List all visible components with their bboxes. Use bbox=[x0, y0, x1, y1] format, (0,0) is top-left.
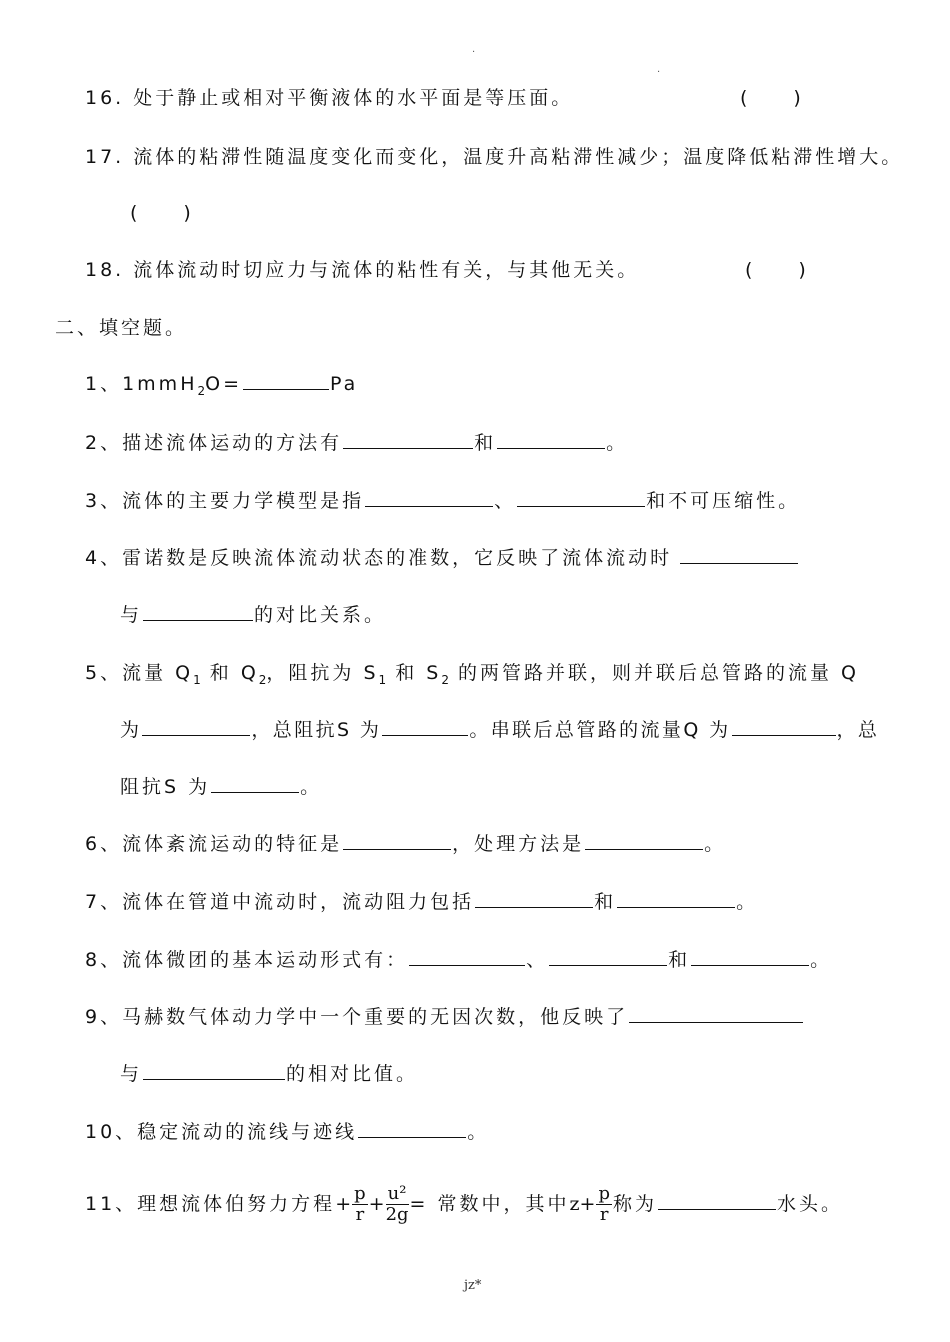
fraction-denominator: r bbox=[355, 1204, 365, 1225]
fill-11-eq: = 常数中，其中 bbox=[409, 1193, 570, 1215]
fill-5-text-c: ，阻抗为 S bbox=[266, 662, 379, 684]
fraction-denominator: r bbox=[599, 1204, 609, 1225]
fill-8-end: 。 bbox=[810, 949, 833, 971]
fill-3-mid: 、 bbox=[494, 490, 517, 512]
fill-5-text-k: 。 bbox=[300, 776, 323, 798]
fill-7-end: 。 bbox=[736, 891, 759, 913]
question-17 bbox=[85, 144, 903, 170]
fill-5-text-f: 为 bbox=[120, 719, 142, 741]
fill-10-end: 。 bbox=[467, 1121, 490, 1143]
fill-5-text-i: ，总 bbox=[836, 719, 880, 741]
fill-question-5-cont bbox=[120, 717, 879, 743]
subscript: 2 bbox=[441, 672, 449, 687]
page-footer: jz* bbox=[464, 1278, 482, 1293]
fraction-denominator: 2g bbox=[385, 1204, 409, 1225]
fill-5-text-g: ，总阻抗S 为 bbox=[251, 719, 382, 741]
fill-6-end: 。 bbox=[704, 833, 727, 855]
subscript: 1 bbox=[378, 672, 387, 687]
fill-7-mid: 和 bbox=[594, 891, 617, 913]
paren-close: ) bbox=[793, 87, 801, 109]
fill-4-line2-end: 的对比关系。 bbox=[254, 604, 387, 626]
fill-6-prefix: 6、流体紊流运动的特征是 bbox=[85, 833, 343, 855]
fill-2-mid: 和 bbox=[474, 432, 497, 454]
subscript: 2 bbox=[258, 672, 267, 687]
fraction-numerator: u² bbox=[386, 1184, 409, 1205]
section-title-text: 二、填空题。 bbox=[55, 317, 188, 339]
fraction-numerator: p bbox=[598, 1183, 610, 1204]
plus-sign: + bbox=[368, 1193, 385, 1215]
fill-11-mid: 称为 bbox=[612, 1193, 657, 1215]
fill-question-8 bbox=[85, 947, 832, 973]
fraction-u2-over-2g bbox=[386, 1184, 409, 1225]
blank-4b[interactable] bbox=[143, 602, 253, 621]
fill-question-5 bbox=[85, 660, 859, 693]
fill-2-prefix: 2、描述流体运动的方法有 bbox=[85, 432, 343, 454]
fill-11-prefix: 11、理想流体伯努力方程 bbox=[85, 1193, 336, 1215]
fill-11-end: 水头。 bbox=[777, 1193, 844, 1215]
fill-question-1 bbox=[85, 371, 358, 404]
fill-5-text-h: 。串联后总管路的流量Q 为 bbox=[469, 719, 731, 741]
question-18 bbox=[85, 257, 639, 283]
blank-9b[interactable] bbox=[143, 1061, 285, 1080]
blank-6b[interactable] bbox=[585, 831, 703, 850]
blank-9a[interactable] bbox=[629, 1004, 803, 1023]
fill-question-7 bbox=[85, 889, 758, 915]
fill-question-4-cont bbox=[120, 602, 386, 628]
fill-7-prefix: 7、流体在管道中流动时，流动阻力包括 bbox=[85, 891, 475, 913]
blank-5c[interactable] bbox=[732, 717, 836, 736]
fraction-p-over-r bbox=[352, 1184, 368, 1225]
question-17-text: 17. 流体的粘滞性随温度变化而变化，温度升高粘滞性减少；温度降低粘滞性增大。 bbox=[85, 146, 904, 168]
section-title bbox=[55, 315, 187, 341]
fill-8-prefix: 8、流体微团的基本运动形式有： bbox=[85, 949, 409, 971]
blank-8c[interactable] bbox=[691, 947, 809, 966]
blank-2b[interactable] bbox=[497, 430, 605, 449]
fill-question-6 bbox=[85, 831, 726, 857]
blank-8b[interactable] bbox=[549, 947, 667, 966]
fraction-numerator: p bbox=[354, 1183, 366, 1204]
fill-5-text-a: 5、流量 Q bbox=[85, 662, 194, 684]
blank-5b[interactable] bbox=[382, 717, 468, 736]
paren-close: ) bbox=[183, 202, 191, 224]
subscript: 1 bbox=[193, 672, 201, 687]
fill-9-line2-prefix: 与 bbox=[120, 1063, 143, 1085]
fill-5-text-d: 和 S bbox=[386, 662, 442, 684]
blank-6a[interactable] bbox=[343, 831, 451, 850]
fill-1-mid: O= bbox=[205, 373, 242, 395]
blank-5d[interactable] bbox=[211, 774, 299, 793]
fill-8-mid1: 、 bbox=[526, 949, 549, 971]
answer-paren-17[interactable] bbox=[130, 200, 191, 226]
fill-9-line1: 9、马赫数气体动力学中一个重要的无因次数，他反映了 bbox=[85, 1006, 629, 1028]
blank-10[interactable] bbox=[358, 1119, 466, 1138]
blank-11[interactable] bbox=[658, 1191, 776, 1210]
answer-paren-16[interactable] bbox=[740, 85, 801, 111]
plus-sign: + bbox=[335, 1193, 352, 1215]
fill-4-line1: 4、雷诺数是反映流体流动状态的准数，它反映了流体流动时 bbox=[85, 547, 673, 569]
scan-dot: . bbox=[657, 64, 661, 75]
fill-5-text-e: 的两管路并联，则并联后总管路的流量 Q bbox=[448, 662, 859, 684]
fill-2-end: 。 bbox=[606, 432, 629, 454]
answer-paren-18[interactable] bbox=[745, 257, 806, 283]
fill-5-text-b: 和 Q bbox=[200, 662, 259, 684]
variable-z: z bbox=[569, 1193, 580, 1215]
fill-question-9-cont bbox=[120, 1061, 418, 1087]
blank-3b[interactable] bbox=[517, 488, 645, 507]
paren-open: ( bbox=[745, 259, 753, 281]
blank-2a[interactable] bbox=[343, 430, 473, 449]
fill-9-line2-end: 的相对比值。 bbox=[286, 1063, 419, 1085]
scan-dot: . bbox=[472, 44, 476, 55]
fraction-p-over-r bbox=[596, 1184, 612, 1225]
fill-question-4 bbox=[85, 545, 799, 571]
paren-open: ( bbox=[740, 87, 748, 109]
blank-3a[interactable] bbox=[365, 488, 493, 507]
question-18-text: 18. 流体流动时切应力与流体的粘性有关，与其他无关。 bbox=[85, 259, 640, 281]
fill-6-mid: ，处理方法是 bbox=[452, 833, 585, 855]
fill-question-2 bbox=[85, 430, 628, 456]
blank-7a[interactable] bbox=[475, 889, 593, 908]
subscript: 2 bbox=[197, 383, 206, 398]
question-16-text: 16. 处于静止或相对平衡液体的水平面是等压面。 bbox=[85, 87, 574, 109]
fill-5-text-j: 阻抗S 为 bbox=[120, 776, 211, 798]
fill-3-prefix: 3、流体的主要力学模型是指 bbox=[85, 490, 365, 512]
fill-3-end: 和不可压缩性。 bbox=[646, 490, 801, 512]
unit-label: Pa bbox=[330, 373, 359, 395]
paren-close: ) bbox=[798, 259, 806, 281]
fill-question-10 bbox=[85, 1119, 489, 1145]
fill-question-3 bbox=[85, 488, 800, 514]
blank-5a[interactable] bbox=[142, 717, 250, 736]
fill-question-9 bbox=[85, 1004, 804, 1030]
paren-open: ( bbox=[130, 202, 138, 224]
fill-question-11 bbox=[85, 1184, 843, 1225]
fill-10-prefix: 10、稳定流动的流线与迹线 bbox=[85, 1121, 358, 1143]
blank-8a[interactable] bbox=[409, 947, 525, 966]
fill-1-prefix: 1、1mmH bbox=[85, 373, 198, 395]
blank-7b[interactable] bbox=[617, 889, 735, 908]
fill-8-mid2: 和 bbox=[668, 949, 691, 971]
question-16 bbox=[85, 85, 573, 111]
plus-sign: + bbox=[579, 1193, 596, 1215]
fill-4-line2-prefix: 与 bbox=[120, 604, 143, 626]
blank-4a[interactable] bbox=[680, 545, 798, 564]
fill-question-5-cont2 bbox=[120, 774, 322, 800]
blank-1[interactable] bbox=[243, 371, 329, 390]
